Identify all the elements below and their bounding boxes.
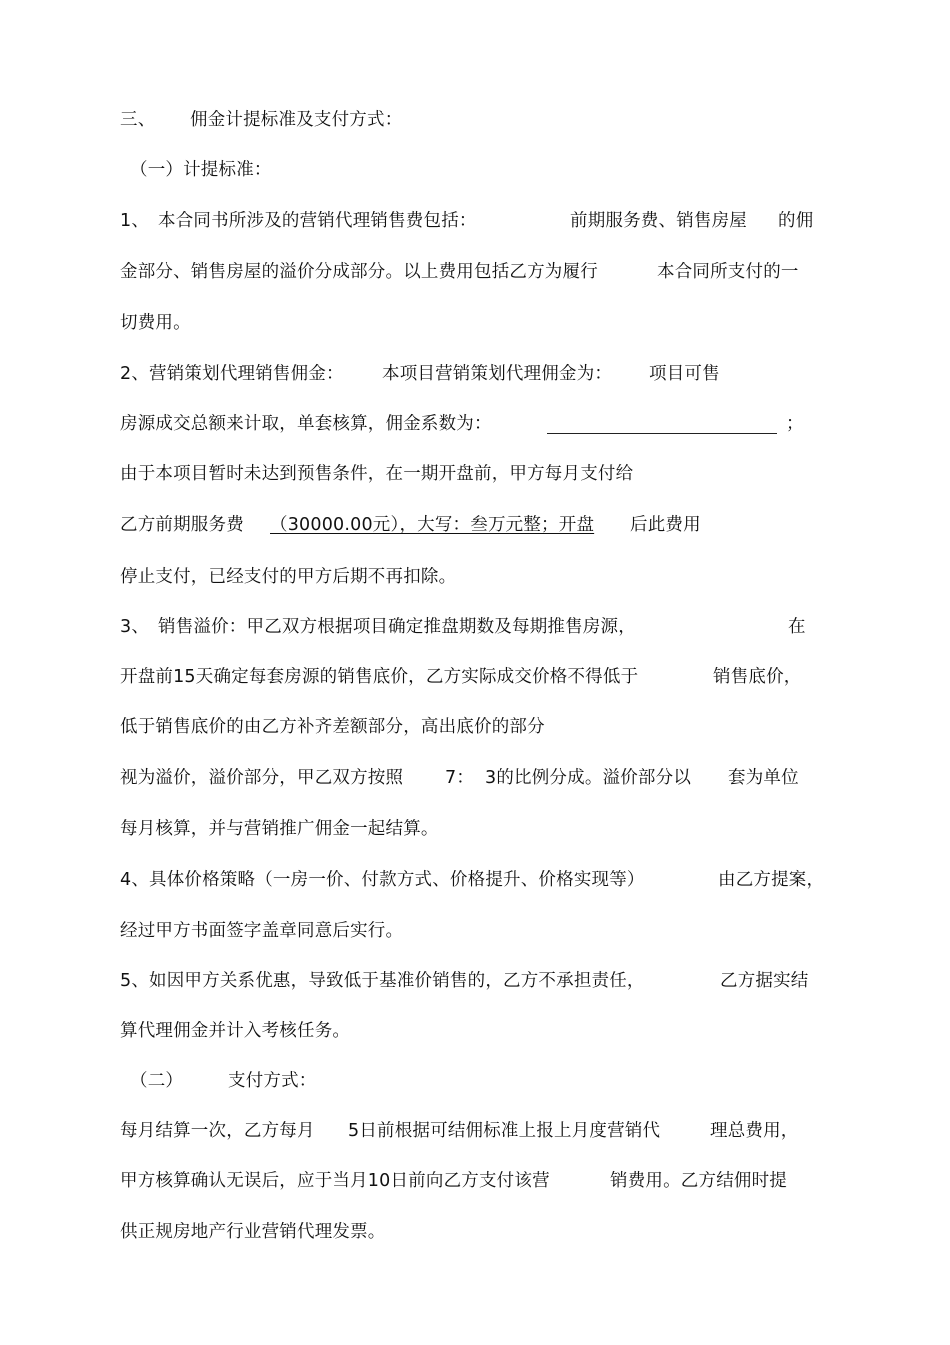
item-2-line-2-end: ； — [786, 414, 804, 434]
item-5-text-b: 乙方据实结 — [720, 971, 809, 991]
service-fee-amount: （30000.00元），大写：叁万元整；开盘 — [270, 515, 595, 535]
item-3-line-2a-text: 开盘前15天确定每套房源的销售底价，乙方实际成交价格不得低于 — [120, 667, 639, 687]
item-1-text-a: 本合同书所涉及的营销代理销售费包括： — [158, 211, 477, 231]
item-3-text-a: 销售溢价：甲乙双方根据项目确定推盘期数及每期推售房源， — [158, 617, 636, 637]
item-3-number: 3、 — [120, 617, 150, 637]
payment-line-3-text: 供正规房地产行业营销代理发票。 — [120, 1222, 386, 1242]
item-2-text-c: 项目可售 — [649, 364, 720, 384]
item-1-text-c: 的佣 — [778, 211, 814, 231]
item-2-line-3-text: 由于本项目暂时未达到预售条件，在一期开盘前，甲方每月支付给 — [120, 464, 634, 484]
item-2-line-5-text: 停止支付，已经支付的甲方后期不再扣除。 — [120, 567, 457, 587]
item-4-text-a: 4、具体价格策略（一房一价、付款方式、价格提升、价格实现等） — [120, 870, 645, 890]
item-2-line-2-text: 房源成交总额来计取，单套核算，佣金系数为： — [120, 414, 492, 434]
item-2-text-b: 本项目营销策划代理佣金为： — [382, 364, 613, 384]
item-5-line-2-text: 算代理佣金并计入考核任务。 — [120, 1021, 351, 1041]
item-5-text-a: 5、如因甲方关系优惠，导致低于基准价销售的，乙方不承担责任， — [120, 971, 645, 991]
subsection-title-1: （一）计提标准： — [130, 160, 272, 180]
payment-line-2b: 销费用。乙方结佣时提 — [610, 1171, 787, 1191]
item-1-text-b: 前期服务费、销售房屋 — [570, 211, 747, 231]
item-3-line-4c-text: 3的比例分成。溢价部分以 — [485, 768, 692, 788]
item-3-line-4a-text: 视为溢价，溢价部分，甲乙双方按照 — [120, 768, 404, 788]
subsection-title-2: 支付方式： — [228, 1071, 317, 1091]
subsection-number-2: （二） — [130, 1071, 184, 1091]
item-1-line-2b-text: 本合同所支付的一 — [657, 262, 799, 282]
item-1-line-2-text: 金部分、销售房屋的溢价分成部分。以上费用包括乙方为履行 — [120, 262, 598, 282]
commission-rate-blank — [547, 433, 777, 434]
item-3-line-3-text: 低于销售底价的由乙方补齐差额部分，高出底价的部分 — [120, 717, 545, 737]
item-3-text-b: 在 — [788, 617, 806, 637]
payment-line-1b: 5日前根据可结佣标准上报上月度营销代 — [348, 1121, 661, 1141]
item-3-line-4b-text: 7： — [445, 768, 475, 788]
payment-line-1c: 理总费用， — [710, 1121, 799, 1141]
item-4-line-2-text: 经过甲方书面签字盖章同意后实行。 — [120, 921, 404, 941]
item-1-line-3-text: 切费用。 — [120, 313, 191, 333]
section-number: 三、 — [120, 110, 156, 130]
item-3-line-4d-text: 套为单位 — [728, 768, 799, 788]
item-2-line-4a-text: 乙方前期服务费 — [120, 515, 244, 535]
item-3-line-2b-text: 销售底价， — [713, 667, 802, 687]
item-2-text-a: 2、营销策划代理销售佣金： — [120, 364, 344, 384]
item-3-line-5-text: 每月核算，并与营销推广佣金一起结算。 — [120, 819, 439, 839]
payment-line-2a: 甲方核算确认无误后，应于当月10日前向乙方支付该营 — [120, 1171, 550, 1191]
item-2-line-4b-text: 后此费用 — [630, 515, 701, 535]
section-title: 佣金计提标准及支付方式： — [190, 110, 403, 130]
item-4-text-b: 由乙方提案， — [718, 870, 825, 890]
payment-line-1a: 每月结算一次，乙方每月 — [120, 1121, 315, 1141]
item-1-number: 1、 — [120, 211, 150, 231]
